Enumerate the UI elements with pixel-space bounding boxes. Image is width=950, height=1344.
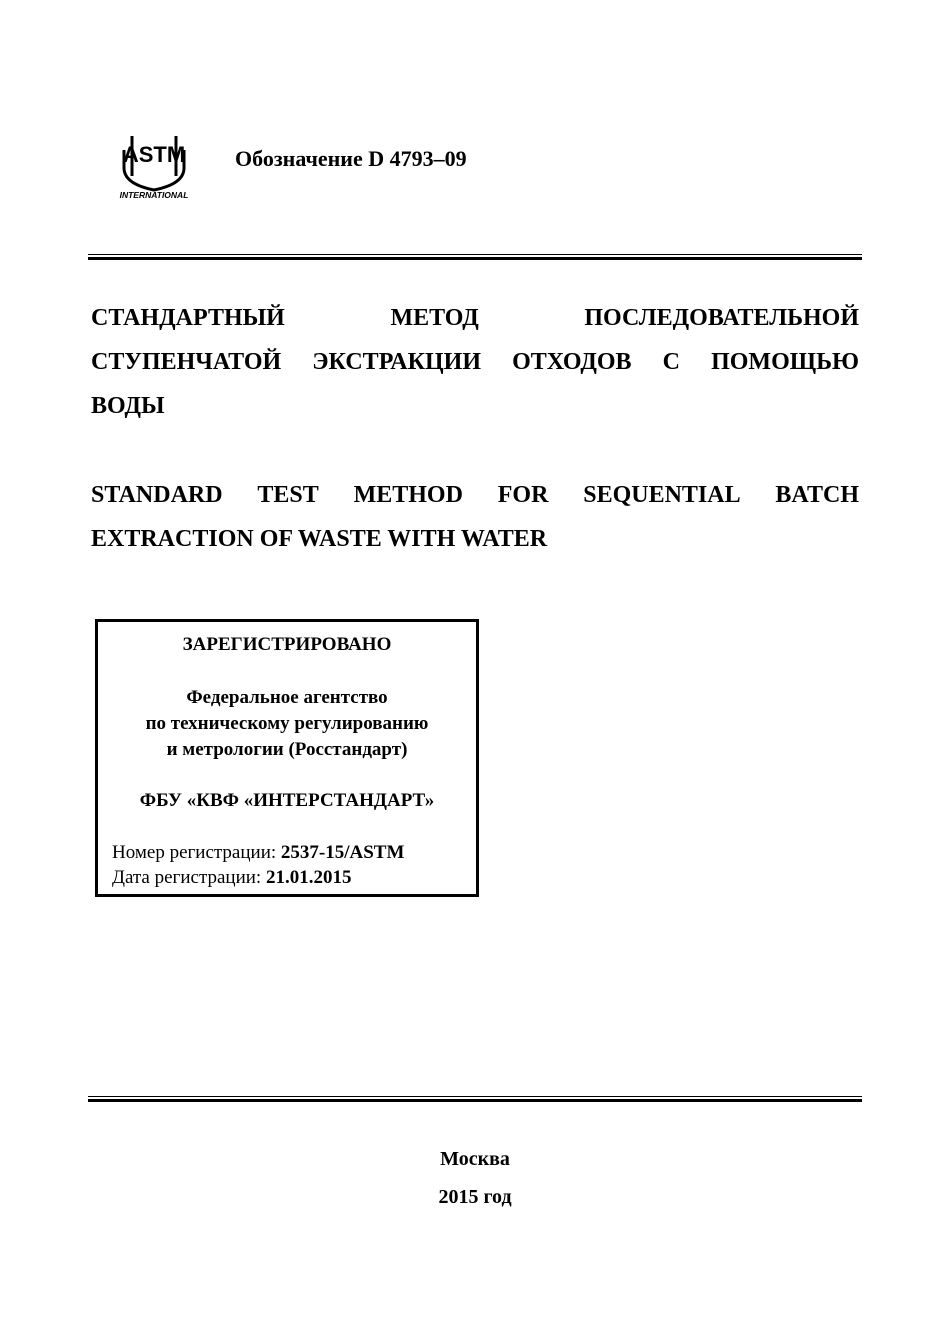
title-english	[91, 473, 859, 561]
astm-logo	[112, 128, 196, 200]
title-ru-line-2: СТУПЕНЧАТОЙ ЭКСТРАКЦИИ ОТХОДОВ С ПОМОЩЬЮ	[91, 349, 859, 375]
registration-organization: ФБУ «КВФ «ИНТЕРСТАНДАРТ»	[139, 790, 435, 811]
registration-number-label: Номер регистрации:	[112, 842, 281, 863]
registration-agency	[98, 685, 476, 763]
logo-mark-text: ASTM	[122, 142, 186, 167]
title-russian	[91, 296, 859, 428]
title-ru-line-1: СТАНДАРТНЫЙ МЕТОД ПОСЛЕДОВАТЕЛЬНОЙ	[91, 305, 859, 331]
publication-year: 2015 год	[438, 1186, 512, 1208]
agency-line: Федеральное агентство	[186, 687, 388, 708]
title-en-line-1: STANDARD TEST METHOD FOR SEQUENTIAL BATCH	[91, 482, 859, 508]
agency-line: по техническому регулированию	[145, 713, 429, 734]
registration-details	[112, 840, 404, 890]
publication-city: Москва	[440, 1148, 510, 1170]
registration-number	[112, 840, 404, 865]
title-en-line-2: EXTRACTION OF WASTE WITH WATER	[91, 526, 548, 552]
registration-heading: ЗАРЕГИСТРИРОВАНО	[182, 634, 392, 655]
registration-date-value: 21.01.2015	[265, 867, 352, 888]
agency-line: и метрологии (Росстандарт)	[166, 739, 408, 760]
title-ru-line-3: ВОДЫ	[91, 393, 165, 419]
standard-designation: Обозначение D 4793–09	[235, 146, 467, 171]
bottom-divider	[88, 1096, 862, 1102]
logo-sub-text: INTERNATIONAL	[119, 190, 189, 200]
registration-date	[112, 865, 404, 890]
registration-stamp	[95, 619, 479, 897]
top-divider	[88, 254, 862, 260]
registration-number-value: 2537-15/ASTM	[280, 842, 405, 863]
registration-date-label: Дата регистрации:	[112, 867, 266, 888]
